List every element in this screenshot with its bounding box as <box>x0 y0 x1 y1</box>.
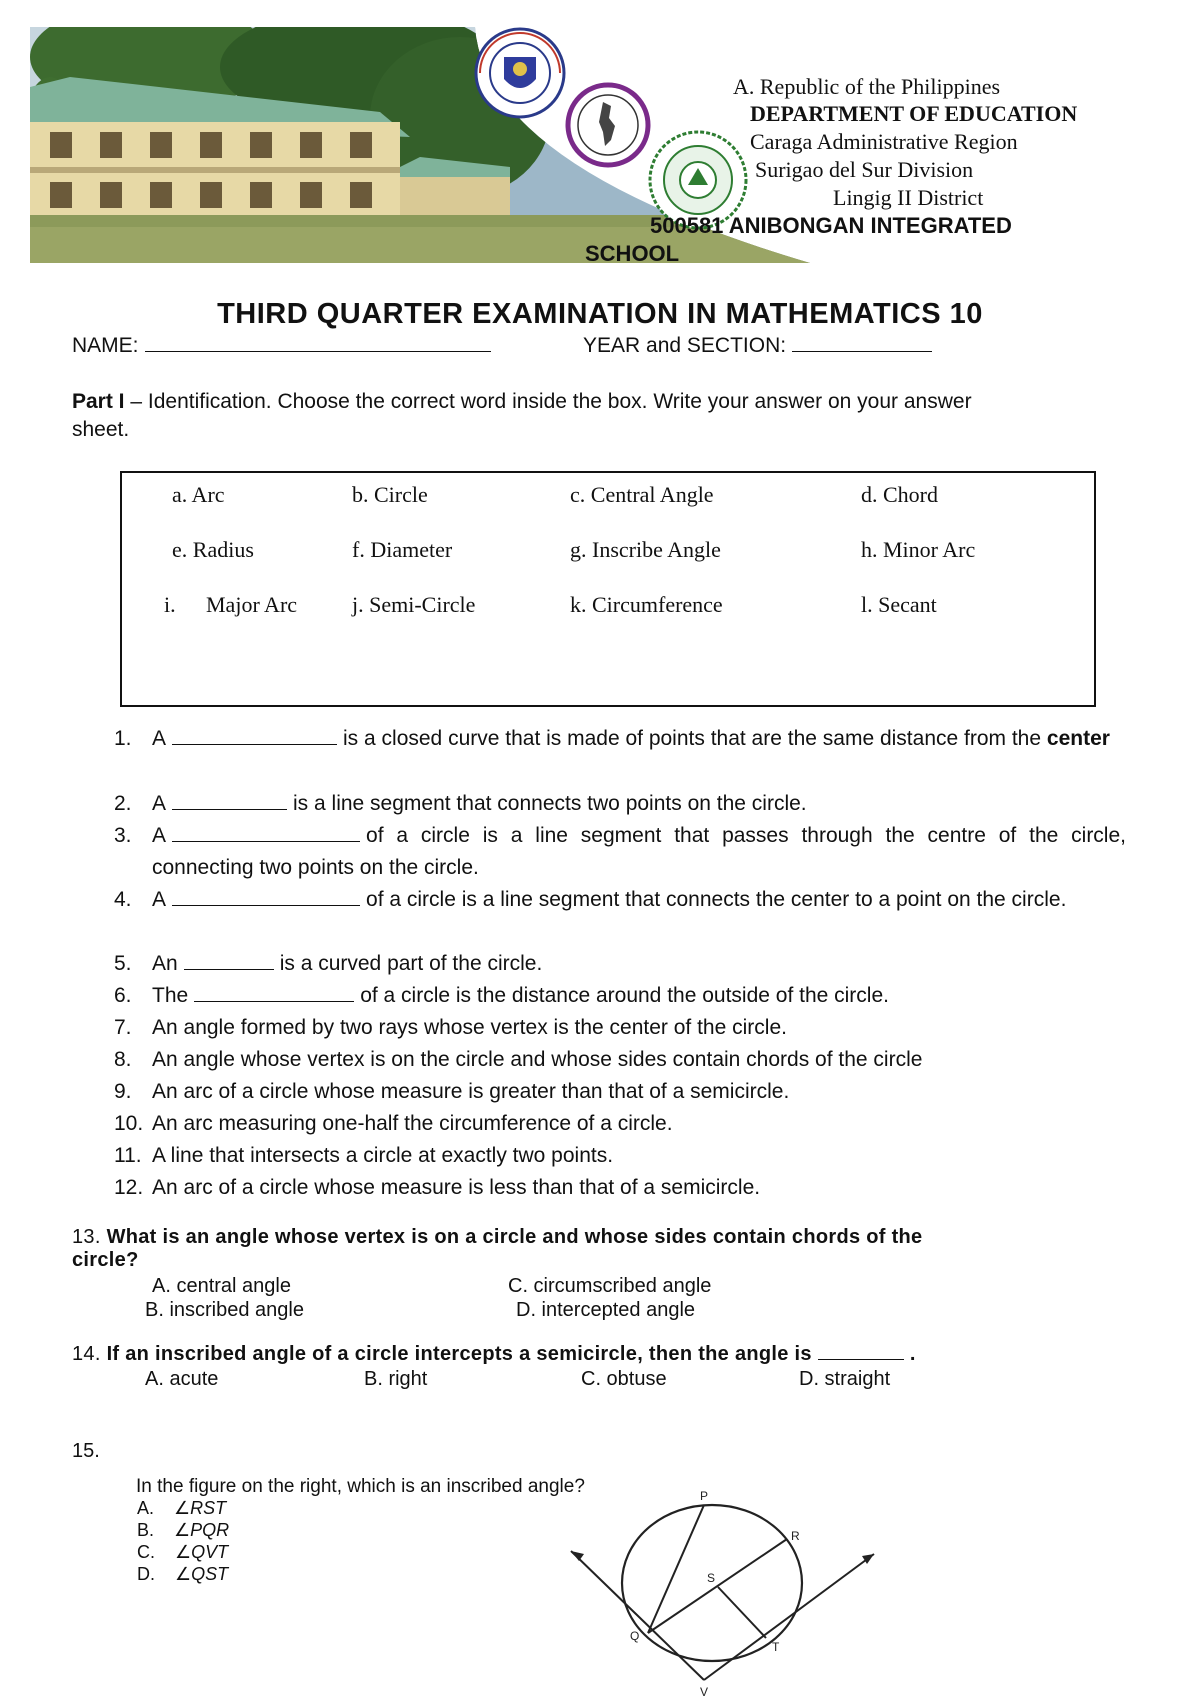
question-number: 2. <box>114 792 132 815</box>
q15-prompt: In the figure on the right, which is an inscribed angle? <box>136 1476 585 1497</box>
part1-instruction-line2: sheet. <box>72 418 130 441</box>
tangent-left <box>571 1551 704 1680</box>
q1-bold: center <box>1046 727 1110 750</box>
section-label: YEAR and SECTION: <box>583 334 787 357</box>
choice-c: c. Central Angle <box>570 482 714 507</box>
q13-option-d[interactable]: D. intercepted angle <box>516 1299 696 1321</box>
division-seal-icon <box>565 82 651 168</box>
choice-i-letter: i. <box>164 592 176 617</box>
answer-blank[interactable] <box>172 889 360 906</box>
label-v: V <box>700 1685 709 1698</box>
q1-lead: A <box>152 727 167 750</box>
q13-text-line2: circle? <box>72 1249 139 1271</box>
answer-blank[interactable] <box>172 825 360 842</box>
label-t: T <box>772 1640 780 1654</box>
name-label: NAME: <box>72 334 139 357</box>
question-4 <box>114 884 1126 916</box>
answer-blank[interactable] <box>194 985 354 1002</box>
question-number: 4. <box>114 888 132 911</box>
choice-f: f. Diameter <box>352 537 453 562</box>
q14-end: . <box>909 1343 916 1365</box>
question-number: 1. <box>114 727 132 750</box>
option-letter: A. <box>137 1498 155 1518</box>
q14-number: 14. <box>72 1343 101 1365</box>
choice-j: j. Semi-Circle <box>352 592 476 617</box>
q6-text: of a circle is the distance around the outside of the circle. <box>360 984 889 1007</box>
question-2 <box>114 788 1126 820</box>
q14-option-a[interactable]: A. acute <box>145 1368 219 1390</box>
q5-lead: An <box>152 952 178 975</box>
q14-text: If an inscribed angle of a circle intercepts a semicircle, then the angle is <box>106 1343 812 1365</box>
school-name-line1: 500581 ANIBONGAN INTEGRATED <box>650 213 1012 238</box>
question-number: 5. <box>114 952 132 975</box>
q14-option-c[interactable]: C. obtuse <box>581 1368 667 1390</box>
question-number: 7. <box>114 1016 132 1039</box>
question-number: 12. <box>114 1176 144 1199</box>
tangent-right <box>704 1554 874 1680</box>
q15-option-c[interactable] <box>137 1541 228 1563</box>
option-angle: ∠QVT <box>175 1542 229 1562</box>
part1-label: Part I <box>72 390 125 413</box>
district-line: Lingig II District <box>833 185 984 210</box>
choice-a: a. Arc <box>172 482 225 507</box>
label-q: Q <box>630 1629 640 1643</box>
choice-g: g. Inscribe Angle <box>570 537 721 562</box>
question-7 <box>114 1012 1126 1044</box>
name-blank[interactable] <box>145 335 491 352</box>
answer-blank[interactable] <box>818 1345 904 1360</box>
choice-e: e. Radius <box>172 537 254 562</box>
answer-blank[interactable] <box>184 953 274 970</box>
option-angle: ∠QST <box>175 1564 229 1584</box>
part1-instruction: – Identification. Choose the correct word inside the box. Write your answer on your answer <box>124 390 972 413</box>
school-name-line2: SCHOOL <box>585 241 680 266</box>
choice-d: d. Chord <box>861 482 938 507</box>
q15-number: 15. <box>72 1440 100 1462</box>
question-13 <box>72 1226 1132 1272</box>
q12-text: An arc of a circle whose measure is less than that of a semicircle. <box>152 1176 761 1199</box>
q3-lead: A <box>152 824 167 847</box>
question-number: 10. <box>114 1112 144 1135</box>
department-line: DEPARTMENT OF EDUCATION <box>750 101 1078 126</box>
question-14 <box>72 1343 916 1366</box>
answer-blank[interactable] <box>172 728 337 745</box>
question-12 <box>114 1172 1126 1204</box>
deped-seal-icon <box>474 27 566 119</box>
q4-lead: A <box>152 888 167 911</box>
option-angle: ∠PQR <box>174 1520 230 1540</box>
option-angle: ∠RST <box>174 1498 227 1518</box>
label-r: R <box>791 1529 800 1543</box>
q13-option-b[interactable]: B. inscribed angle <box>145 1299 304 1321</box>
option-letter: D. <box>137 1564 155 1584</box>
question-10 <box>114 1108 1126 1140</box>
q9-text: An arc of a circle whose measure is greater than that of a semicircle. <box>152 1080 790 1103</box>
choice-b: b. Circle <box>352 482 428 507</box>
q14-option-b[interactable]: B. right <box>364 1368 428 1390</box>
region-line: Caraga Administrative Region <box>750 129 1018 154</box>
choice-h: h. Minor Arc <box>861 537 976 562</box>
q14-option-d[interactable]: D. straight <box>799 1368 891 1390</box>
option-letter: B. <box>137 1520 155 1540</box>
question-1 <box>114 723 1126 755</box>
question-number: 8. <box>114 1048 132 1071</box>
segment-st <box>718 1587 766 1638</box>
q13-text-line1: What is an angle whose vertex is on a circle and whose sides contain chords of the <box>106 1226 923 1248</box>
question-number: 9. <box>114 1080 132 1103</box>
exam-title: THIRD QUARTER EXAMINATION IN MATHEMATICS 10 <box>217 298 983 330</box>
arrow-left-icon <box>571 1551 584 1561</box>
section-blank[interactable] <box>792 335 932 352</box>
q15-option-d[interactable] <box>137 1563 228 1585</box>
q10-text: An arc measuring one-half the circumference of a circle. <box>152 1112 673 1135</box>
q8-text: An angle whose vertex is on the circle and whose sides contain chords of the circle <box>152 1048 923 1071</box>
question-3 <box>114 820 1126 884</box>
division-line: Surigao del Sur Division <box>755 157 974 182</box>
q5-text: is a curved part of the circle. <box>279 952 543 975</box>
question-6 <box>114 980 1126 1012</box>
q3-text: of a circle is a line segment that passes through the centre of the circle, connecting two points on the circle. <box>152 824 1126 879</box>
q11-text: A line that intersects a circle at exactly two points. <box>152 1144 614 1167</box>
q15-option-a[interactable] <box>137 1497 226 1519</box>
q4-text: of a circle is a line segment that connects the center to a point on the circle. <box>366 888 1067 911</box>
label-s: S <box>707 1571 716 1585</box>
label-p: P <box>700 1489 709 1503</box>
question-5 <box>114 948 1126 980</box>
q2-lead: A <box>152 792 167 815</box>
q6-lead: The <box>152 984 189 1007</box>
republic-line: A. Republic of the Philippines <box>733 74 1001 99</box>
question-number: 6. <box>114 984 132 1007</box>
q13-option-c[interactable]: C. circumscribed angle <box>508 1275 712 1297</box>
q13-option-a[interactable]: A. central angle <box>152 1275 291 1297</box>
question-11 <box>114 1140 1126 1172</box>
section-field <box>583 334 938 358</box>
question-number: 11. <box>114 1144 142 1167</box>
question-8 <box>114 1044 1126 1076</box>
q7-text: An angle formed by two rays whose vertex is the center of the circle. <box>152 1016 787 1039</box>
option-letter: C. <box>137 1542 155 1562</box>
q15-option-b[interactable] <box>137 1519 229 1541</box>
q1-text: is a closed curve that is made of points that are the same distance from the <box>343 727 1042 750</box>
question-number: 3. <box>114 824 132 847</box>
choice-l: l. Secant <box>861 592 937 617</box>
answer-blank[interactable] <box>172 793 287 810</box>
name-field <box>72 334 497 358</box>
q2-text: is a line segment that connects two points on the circle. <box>293 792 807 815</box>
q13-number: 13. <box>72 1226 101 1248</box>
choice-k: k. Circumference <box>570 592 723 617</box>
choice-i: Major Arc <box>206 592 298 617</box>
part1-instruction-line1 <box>72 390 972 414</box>
inscribed-angle-figure <box>560 1488 890 1698</box>
question-9 <box>114 1076 1126 1108</box>
